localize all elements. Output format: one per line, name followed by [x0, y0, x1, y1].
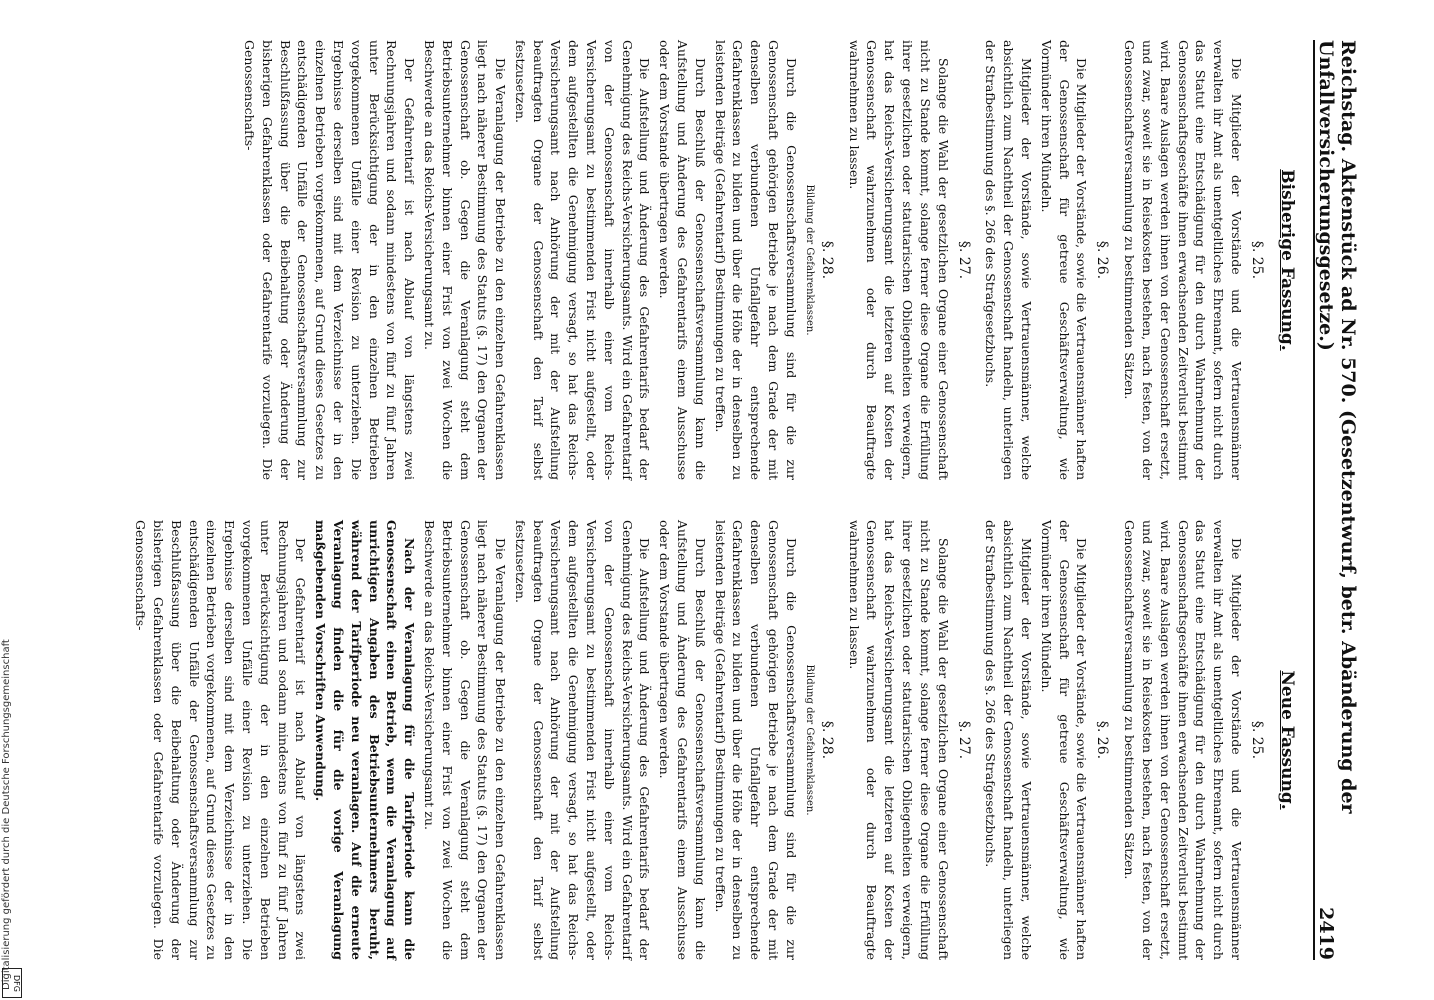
- section-number: §. 27.: [955, 720, 972, 760]
- paragraph: Die Mitglieder der Vorstände, sowie die Vertrauensmänner haften der Genossenschaft für getreue Geschäftsverwaltung, wie Vormünder ihren Mündeln.: [1038, 40, 1090, 480]
- paragraph: Solange die Wahl der gesetzlichen Organe einer Genossenschaft nicht zu Stande kommt, solange ferner diese Organe die Erfüllung ihrer gesetzlichen oder statutarischen Obliegenheiten verweigern, hat das Reichs-Versicherungsamt die letzteren auf Kosten der Genossenschaft wahrzunehmen oder durch Beauftragte wahrnehmen zu lassen.: [846, 40, 951, 480]
- column-title: Neue Fassung.: [1277, 670, 1297, 810]
- paragraph: Die Mitglieder der Vorstände und die Vertrauensmänner verwalten ihr Amt als unentgeltliches Ehrenamt, sofern nicht durch das Statut eine Entschädigung für den durch Wahrnehmung der Genossenschaftsgeschäfte ihnen erwachsenden Zeitverlust bestimmt wird. Baare Auslagen werden ihnen von der Genossenschaft ersetzt, und zwar, soweit sie in Reisekosten bestehen, nach festen, von der Genossenschaftsversammlung zu bestimmenden Sätzen.: [1122, 40, 1244, 480]
- paragraph: Durch die Genossenschaftsversammlung sind für die zur Genossenschaft gehörigen Betriebe je nach dem Grade der mit denselben verbundenen Unfallgefahr entsprechende Gefahrenklassen zu bilden und über die Höhe der in denselben zu leistenden Beiträge (Gefahrentarif) Bestimmungen zu treffen.: [712, 520, 799, 960]
- section: [982, 40, 1111, 480]
- document-page: [67, 20, 1367, 980]
- paragraph: Solange die Wahl der gesetzlichen Organe einer Genossenschaft nicht zu Stande kommt, solange ferner diese Organe die Erfüllung ihrer gesetzlichen oder statutarischen Obliegenheiten verweigern, hat das Reichs-Versicherungsamt die letzteren auf Kosten der Genossenschaft wahrzunehmen oder durch Beauftragte wahrnehmen zu lassen.: [846, 520, 951, 960]
- section: [131, 520, 834, 960]
- column-title: Bisherige Fassung.: [1277, 169, 1297, 351]
- page-number: 2419: [1315, 907, 1337, 960]
- section-number: §. 28.: [818, 720, 835, 760]
- section: [845, 520, 972, 960]
- amended-paragraph: Nach der Veranlagung für die Tarifperiode kann die Genossenschaft einen Betrieb, wenn die Veranlagung auf unrichtigen Angaben des Betriebsunternehmers beruht, während der Tarifperiode neu veranlagen. Auf die erneute Veranlagung finden die für die vorige Veranlagung maßgebenden Vorschriften Anwendung.: [313, 520, 418, 960]
- paragraph: Die Veranlagung der Betriebe zu den einzelnen Gefahrenklassen liegt nach näherer Bestimmung des Statuts (§. 17) den Organen der Genossenschaft ob. Gegen die Veranlagung steht dem Betriebsunternehmer binnen einer Frist von zwei Wochen die Beschwerde an das Reichs-Versicherungsamt zu.: [421, 40, 509, 480]
- credit-text: Digitalisierung gefördert durch die Deutsche Forschungsgemeinschaft: [1, 639, 12, 990]
- section: [1120, 520, 1265, 960]
- paragraph: Mitglieder der Vorstände, sowie Vertrauensmänner, welche absichtlich zum Nachtheil der Genossenschaft handeln, unterliegen der Strafbestimmung des §. 266 des Strafgesetzbuchs.: [983, 40, 1035, 480]
- paragraph: Die Mitglieder der Vorstände, sowie die Vertrauensmänner haften der Genossenschaft für getreue Geschäftsverwaltung, wie Vormünder ihren Mündeln.: [1038, 520, 1090, 960]
- paragraph: Der Gefahrentarif ist nach Ablauf von längstens zwei Rechnungsjahren und sodann mindestens von fünf zu fünf Jahren unter Berücksichtigung der in den einzelnen Betrieben vorgekommenen Unfälle einer Revision zu unterziehen. Die Ergebnisse derselben sind mit dem Verzeichnisse der in den einzelnen Betrieben vorgekommenen, auf Grund dieses Gesetzes zu entschädigenden Unfälle der Genossenschaftsversammlung zur Beschlußfassung über die Beibehaltung oder Änderung der bisherigen Gefahrenklassen oder Gefahrentarife vorzulegen. Die Genossenschafts-: [241, 40, 418, 480]
- paragraph: Durch Beschluß der Genossenschaftsversammlung kann die Aufstellung und Änderung des Gefahrentarifs einem Ausschusse oder dem Vorstande übertragen werden.: [657, 520, 708, 960]
- section: [240, 40, 835, 480]
- paragraph: Die Veranlagung der Betriebe zu den einzelnen Gefahrenklassen liegt nach näherer Bestimmung des Statuts (§. 17) den Organen der Genossenschaft ob. Gegen die Veranlagung steht dem Betriebsunternehmer binnen einer Frist von zwei Wochen die Beschwerde an das Reichs-Versicherungsamt zu.: [421, 520, 509, 960]
- column-new: [87, 520, 1297, 960]
- section-number: §. 27.: [955, 240, 972, 280]
- side-note: Bildung der Gefahrenklassen.: [803, 184, 815, 336]
- section-number: §. 25.: [1249, 720, 1265, 760]
- section-number: §. 26.: [1094, 720, 1111, 760]
- paragraph: Die Aufstellung und Änderung des Gefahrentarifs bedarf der Genehmigung des Reichs-Versicherungsamts. Wird ein Gefahrentarif von der Genossenschaft innerhalb einer vom Reichs-Versicherungsamt zu bestimmenden Frist nicht aufgestellt, oder dem aufgestellten die Genehmigung versagt, so hat das Reichs-Versicherungsamt nach Anhörung der mit der Aufstellung beauftragten Organe der Genossenschaft den Tarif selbst festzusetzen.: [512, 520, 653, 960]
- paragraph: Die Aufstellung und Änderung des Gefahrentarifs bedarf der Genehmigung des Reichs-Versicherungsamts. Wird ein Gefahrentarif von der Genossenschaft innerhalb einer vom Reichs-Versicherungsamt zu bestimmenden Frist nicht aufgestellt, oder dem aufgestellten die Genehmigung versagt, so hat das Reichs-Versicherungsamt nach Anhörung der mit der Aufstellung beauftragten Organe der Genossenschaft den Tarif selbst festzusetzen.: [512, 40, 653, 480]
- section: [845, 40, 972, 480]
- paragraph: Der Gefahrentarif ist nach Ablauf von längstens zwei Rechnungsjahren und sodann mindestens von fünf zu fünf Jahren unter Berücksichtigung der in den einzelnen Betrieben vorgekommenen Unfälle einer Revision zu unterziehen. Die Ergebnisse derselben sind mit dem Verzeichnisse der in den einzelnen Betrieben vorgekommenen, auf Grund dieses Gesetzes zu entschädigenden Unfälle der Genossenschaftsversammlung zur Beschlußfassung über die Beibehaltung oder Änderung der bisherigen Gefahrenklassen oder Gefahrentarife vorzulegen. Die Genossenschafts-: [133, 520, 309, 960]
- dfg-logo: DFG: [2, 968, 22, 998]
- section-number: §. 28.: [818, 240, 835, 280]
- section-number: §. 26.: [1094, 240, 1111, 280]
- header-title: Reichstag. Aktenstück ad Nr. 570. (Gesetzentwurf, betr. Abänderung der Unfallversicherungsgesetze.): [1315, 40, 1359, 814]
- paragraph: Durch Beschluß der Genossenschaftsversammlung kann die Aufstellung und Änderung des Gefahrentarifs einem Ausschusse oder dem Vorstande übertragen werden.: [657, 40, 708, 480]
- paragraph: Mitglieder der Vorstände, sowie Vertrauensmänner, welche absichtlich zum Nachtheil der Genossenschaft handeln, unterliegen der Strafbestimmung des §. 266 des Strafgesetzbuchs.: [983, 520, 1035, 960]
- column-old: [87, 40, 1297, 480]
- paragraph: Die Mitglieder der Vorstände und die Vertrauensmänner verwalten ihr Amt als unentgeltliches Ehrenamt, sofern nicht durch das Statut eine Entschädigung für den durch Wahrnehmung der Genossenschaftsgeschäfte ihnen erwachsenden Zeitverlust bestimmt wird. Baare Auslagen werden ihnen von der Genossenschaft ersetzt, und zwar, soweit sie in Reisekosten bestehen, nach festen, von der Genossenschaftsversammlung zu bestimmenden Sätzen.: [1122, 520, 1244, 960]
- columns: [87, 40, 1297, 960]
- section: [982, 520, 1111, 960]
- section-number: §. 25.: [1249, 240, 1265, 280]
- paragraph: Durch die Genossenschaftsversammlung sind für die zur Genossenschaft gehörigen Betriebe je nach dem Grade der mit denselben verbundenen Unfallgefahr entsprechende Gefahrenklassen zu bilden und über die Höhe der in denselben zu leistenden Beiträge (Gefahrentarif) Bestimmungen zu treffen.: [712, 40, 799, 480]
- side-note: Bildung der Gefahrenklassen.: [803, 664, 815, 816]
- page-header: [1313, 40, 1359, 960]
- section: [1120, 40, 1265, 480]
- digitization-credit: [0, 0, 24, 1000]
